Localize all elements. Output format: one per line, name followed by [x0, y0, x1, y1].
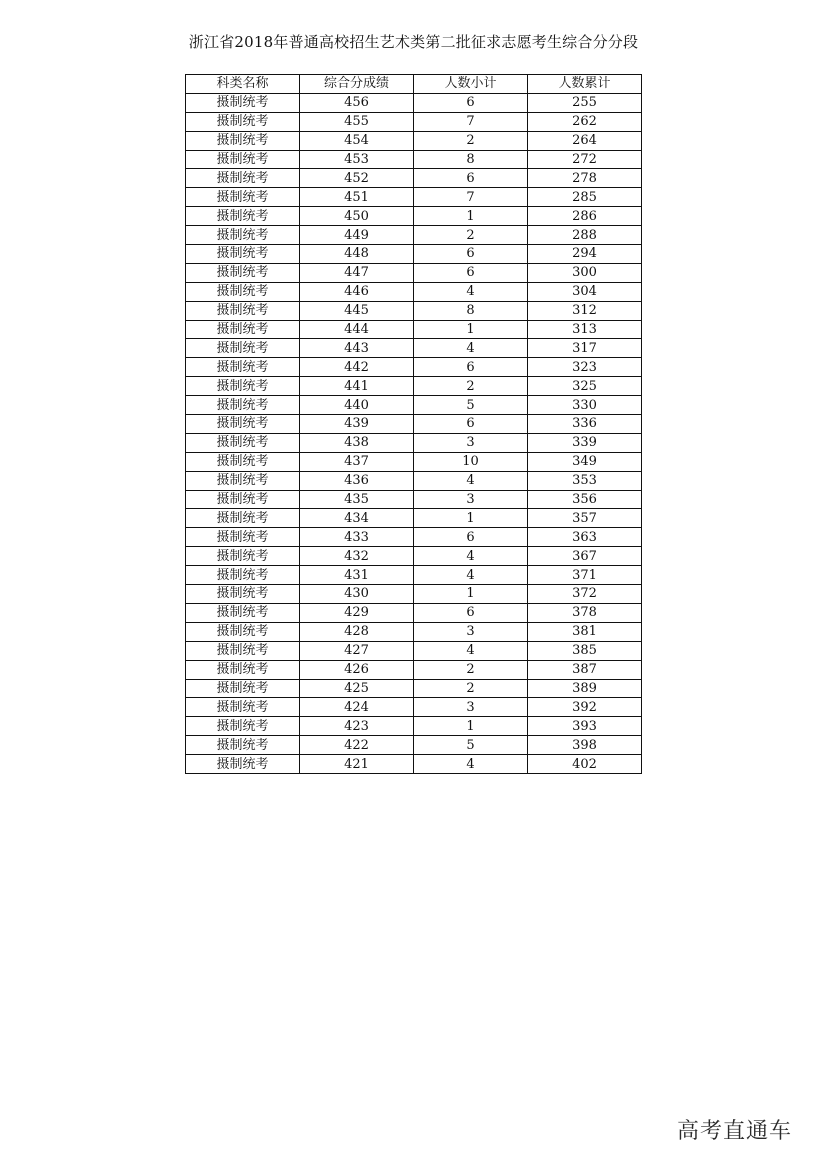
cell-cumulative: 313: [528, 320, 642, 339]
cell-cumulative: 357: [528, 509, 642, 528]
cell-score: 440: [300, 396, 414, 415]
cell-cumulative: 367: [528, 547, 642, 566]
cell-score: 449: [300, 226, 414, 245]
cell-category: 摄制统考: [186, 377, 300, 396]
cell-cumulative: 286: [528, 207, 642, 226]
table-row: [186, 679, 642, 698]
cell-category: 摄制统考: [186, 396, 300, 415]
table-row: [186, 755, 642, 774]
cell-score: 431: [300, 566, 414, 585]
cell-count: 7: [414, 112, 528, 131]
table-row: [186, 698, 642, 717]
cell-score: 434: [300, 509, 414, 528]
cell-count: 1: [414, 509, 528, 528]
table-row: [186, 660, 642, 679]
cell-count: 6: [414, 169, 528, 188]
cell-category: 摄制统考: [186, 471, 300, 490]
cell-score: 421: [300, 755, 414, 774]
cell-score: 436: [300, 471, 414, 490]
cell-count: 2: [414, 660, 528, 679]
cell-count: 1: [414, 320, 528, 339]
cell-cumulative: 336: [528, 415, 642, 434]
cell-cumulative: 317: [528, 339, 642, 358]
table-row: [186, 566, 642, 585]
table-row: [186, 339, 642, 358]
table-row: [186, 320, 642, 339]
score-distribution-table: [185, 74, 642, 774]
cell-cumulative: 272: [528, 150, 642, 169]
cell-score: 443: [300, 339, 414, 358]
cell-category: 摄制统考: [186, 622, 300, 641]
cell-cumulative: 339: [528, 433, 642, 452]
cell-category: 摄制统考: [186, 339, 300, 358]
cell-category: 摄制统考: [186, 547, 300, 566]
cell-category: 摄制统考: [186, 736, 300, 755]
cell-category: 摄制统考: [186, 150, 300, 169]
header-count: 人数小计: [414, 75, 528, 94]
cell-count: 2: [414, 226, 528, 245]
cell-score: 455: [300, 112, 414, 131]
table-row: [186, 547, 642, 566]
cell-score: 433: [300, 528, 414, 547]
cell-score: 444: [300, 320, 414, 339]
table-row: [186, 415, 642, 434]
table-row: [186, 188, 642, 207]
cell-score: 452: [300, 169, 414, 188]
table-row: [186, 207, 642, 226]
cell-count: 6: [414, 245, 528, 264]
cell-category: 摄制统考: [186, 112, 300, 131]
table-row: [186, 169, 642, 188]
cell-cumulative: 393: [528, 717, 642, 736]
table-row: [186, 452, 642, 471]
cell-score: 442: [300, 358, 414, 377]
cell-category: 摄制统考: [186, 131, 300, 150]
cell-count: 3: [414, 490, 528, 509]
cell-category: 摄制统考: [186, 641, 300, 660]
cell-cumulative: 385: [528, 641, 642, 660]
table-row: [186, 717, 642, 736]
table-row: [186, 226, 642, 245]
cell-cumulative: 264: [528, 131, 642, 150]
table-row: [186, 131, 642, 150]
cell-cumulative: 387: [528, 660, 642, 679]
cell-cumulative: 372: [528, 585, 642, 604]
cell-category: 摄制统考: [186, 358, 300, 377]
table-body: [186, 93, 642, 773]
table-row: [186, 282, 642, 301]
cell-cumulative: 349: [528, 452, 642, 471]
cell-score: 427: [300, 641, 414, 660]
cell-count: 1: [414, 717, 528, 736]
cell-score: 450: [300, 207, 414, 226]
cell-count: 3: [414, 622, 528, 641]
cell-cumulative: 278: [528, 169, 642, 188]
header-cumulative: 人数累计: [528, 75, 642, 94]
cell-count: 4: [414, 471, 528, 490]
cell-category: 摄制统考: [186, 226, 300, 245]
cell-score: 446: [300, 282, 414, 301]
cell-count: 6: [414, 263, 528, 282]
cell-score: 439: [300, 415, 414, 434]
cell-score: 454: [300, 131, 414, 150]
table-row: [186, 377, 642, 396]
cell-category: 摄制统考: [186, 320, 300, 339]
cell-category: 摄制统考: [186, 433, 300, 452]
cell-score: 445: [300, 301, 414, 320]
cell-category: 摄制统考: [186, 698, 300, 717]
cell-count: 8: [414, 301, 528, 320]
cell-cumulative: 363: [528, 528, 642, 547]
cell-count: 6: [414, 93, 528, 112]
watermark-logo: 高考直通车: [677, 1119, 793, 1144]
table-row: [186, 585, 642, 604]
cell-count: 4: [414, 641, 528, 660]
cell-score: 425: [300, 679, 414, 698]
cell-cumulative: 294: [528, 245, 642, 264]
cell-score: 424: [300, 698, 414, 717]
cell-count: 7: [414, 188, 528, 207]
table-row: [186, 736, 642, 755]
table-row: [186, 245, 642, 264]
cell-score: 456: [300, 93, 414, 112]
cell-cumulative: 389: [528, 679, 642, 698]
table-row: [186, 150, 642, 169]
cell-count: 4: [414, 339, 528, 358]
cell-cumulative: 262: [528, 112, 642, 131]
cell-cumulative: 288: [528, 226, 642, 245]
table-row: [186, 641, 642, 660]
cell-count: 4: [414, 282, 528, 301]
cell-score: 423: [300, 717, 414, 736]
cell-category: 摄制统考: [186, 585, 300, 604]
cell-score: 422: [300, 736, 414, 755]
cell-score: 435: [300, 490, 414, 509]
cell-cumulative: 371: [528, 566, 642, 585]
table-header-row: [186, 75, 642, 94]
cell-cumulative: 356: [528, 490, 642, 509]
cell-count: 2: [414, 679, 528, 698]
table-row: [186, 263, 642, 282]
header-score: 综合分成绩: [300, 75, 414, 94]
cell-cumulative: 255: [528, 93, 642, 112]
cell-category: 摄制统考: [186, 169, 300, 188]
cell-category: 摄制统考: [186, 528, 300, 547]
cell-count: 1: [414, 207, 528, 226]
table-row: [186, 490, 642, 509]
cell-score: 437: [300, 452, 414, 471]
cell-count: 4: [414, 755, 528, 774]
cell-score: 426: [300, 660, 414, 679]
cell-score: 451: [300, 188, 414, 207]
cell-category: 摄制统考: [186, 717, 300, 736]
cell-cumulative: 381: [528, 622, 642, 641]
cell-category: 摄制统考: [186, 603, 300, 622]
cell-count: 1: [414, 585, 528, 604]
cell-count: 6: [414, 358, 528, 377]
cell-count: 2: [414, 131, 528, 150]
table-row: [186, 112, 642, 131]
table-row: [186, 603, 642, 622]
cell-cumulative: 285: [528, 188, 642, 207]
header-category: 科类名称: [186, 75, 300, 94]
cell-category: 摄制统考: [186, 301, 300, 320]
cell-count: 6: [414, 603, 528, 622]
cell-score: 453: [300, 150, 414, 169]
cell-category: 摄制统考: [186, 679, 300, 698]
cell-score: 438: [300, 433, 414, 452]
cell-cumulative: 323: [528, 358, 642, 377]
table-row: [186, 301, 642, 320]
cell-count: 4: [414, 566, 528, 585]
cell-cumulative: 353: [528, 471, 642, 490]
cell-score: 432: [300, 547, 414, 566]
cell-count: 4: [414, 547, 528, 566]
cell-category: 摄制统考: [186, 452, 300, 471]
cell-cumulative: 402: [528, 755, 642, 774]
cell-cumulative: 330: [528, 396, 642, 415]
cell-category: 摄制统考: [186, 509, 300, 528]
cell-count: 5: [414, 736, 528, 755]
table-row: [186, 433, 642, 452]
cell-category: 摄制统考: [186, 263, 300, 282]
page-title: 浙江省2018年普通高校招生艺术类第二批征求志愿考生综合分分段: [188, 33, 639, 51]
table-row: [186, 528, 642, 547]
cell-cumulative: 300: [528, 263, 642, 282]
cell-cumulative: 378: [528, 603, 642, 622]
cell-category: 摄制统考: [186, 282, 300, 301]
cell-category: 摄制统考: [186, 188, 300, 207]
cell-category: 摄制统考: [186, 660, 300, 679]
cell-count: 6: [414, 415, 528, 434]
cell-category: 摄制统考: [186, 93, 300, 112]
table-row: [186, 622, 642, 641]
table-row: [186, 358, 642, 377]
cell-cumulative: 312: [528, 301, 642, 320]
cell-category: 摄制统考: [186, 245, 300, 264]
table-row: [186, 471, 642, 490]
cell-score: 428: [300, 622, 414, 641]
cell-category: 摄制统考: [186, 415, 300, 434]
cell-score: 441: [300, 377, 414, 396]
table-row: [186, 396, 642, 415]
cell-score: 447: [300, 263, 414, 282]
cell-cumulative: 304: [528, 282, 642, 301]
cell-category: 摄制统考: [186, 490, 300, 509]
cell-cumulative: 392: [528, 698, 642, 717]
cell-score: 448: [300, 245, 414, 264]
cell-count: 3: [414, 433, 528, 452]
table-row: [186, 509, 642, 528]
cell-count: 6: [414, 528, 528, 547]
cell-count: 5: [414, 396, 528, 415]
cell-cumulative: 325: [528, 377, 642, 396]
cell-score: 430: [300, 585, 414, 604]
cell-category: 摄制统考: [186, 207, 300, 226]
cell-category: 摄制统考: [186, 566, 300, 585]
table-row: [186, 93, 642, 112]
cell-category: 摄制统考: [186, 755, 300, 774]
cell-count: 2: [414, 377, 528, 396]
cell-count: 10: [414, 452, 528, 471]
cell-count: 3: [414, 698, 528, 717]
cell-count: 8: [414, 150, 528, 169]
cell-score: 429: [300, 603, 414, 622]
cell-cumulative: 398: [528, 736, 642, 755]
